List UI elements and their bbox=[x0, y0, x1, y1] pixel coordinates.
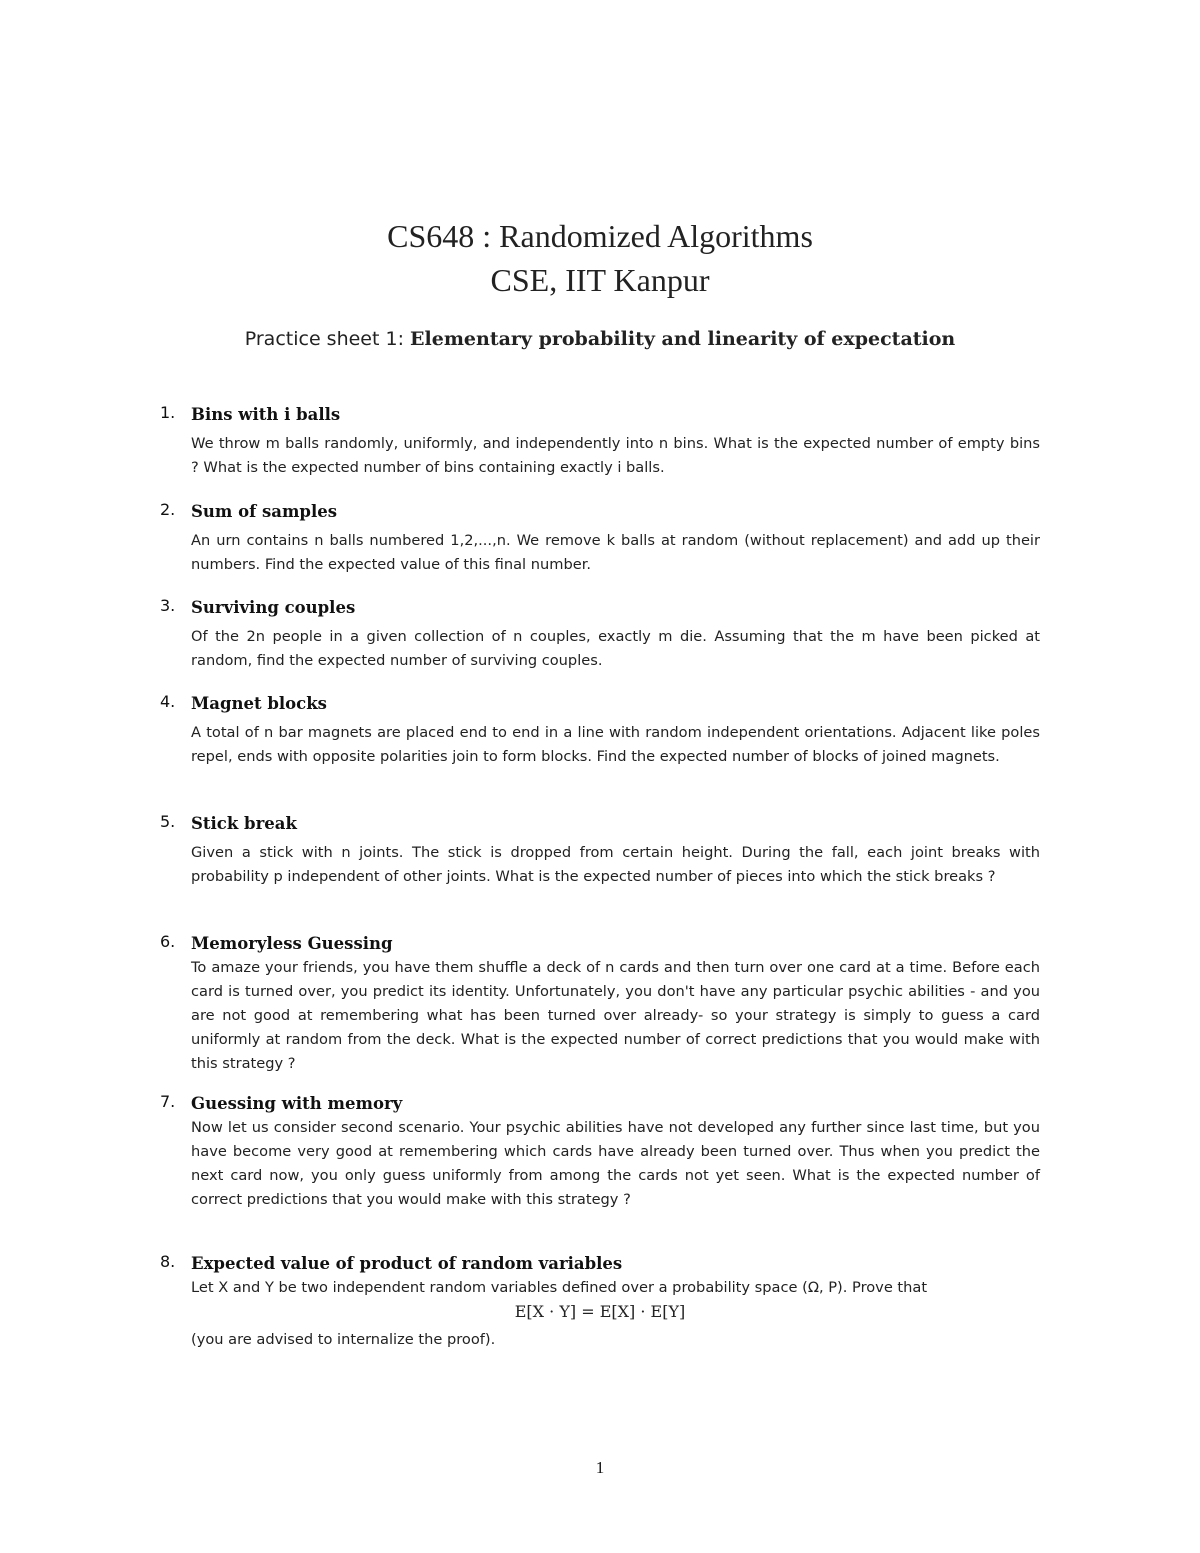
problem-heading: Sum of samples bbox=[191, 502, 337, 521]
problem-heading: Stick break bbox=[191, 814, 297, 833]
problem-number: 4. bbox=[160, 692, 176, 711]
sheet-subtitle bbox=[0, 328, 1200, 350]
problem-number: 8. bbox=[160, 1252, 176, 1271]
sheet-topic: Elementary probability and linearity of expectation bbox=[410, 328, 956, 350]
problem-text: Now let us consider second scenario. Your psychic abilities have not developed any further since last time, but you have become very good at remembering which cards have already been turned over. Thus when you predict the next card now, you only guess uniformly from among the cards not yet seen. What is the expected number of correct predictions that you would make with this strategy ? bbox=[191, 1119, 1040, 1208]
problem-list bbox=[160, 403, 1040, 1352]
page-number: 1 bbox=[595, 1458, 605, 1477]
problem-text: Of the 2n people in a given collection of n couples, exactly m die. Assuming that the m have been picked at random, find the expected number of surviving couples. bbox=[191, 628, 1040, 669]
problem-number: 3. bbox=[160, 596, 176, 615]
problem-number: 2. bbox=[160, 500, 176, 519]
problem-item bbox=[160, 596, 1040, 692]
problem-heading: Magnet blocks bbox=[191, 694, 327, 713]
problem-text: An urn contains n balls numbered 1,2,...,n. We remove k balls at random (without replacement) and add up their numbers. Find the expected value of this final number. bbox=[191, 532, 1040, 573]
problem-item bbox=[160, 692, 1040, 812]
problem-heading: Bins with i balls bbox=[191, 405, 341, 424]
problem-item bbox=[160, 403, 1040, 500]
problem-number: 7. bbox=[160, 1092, 176, 1111]
problem-heading: Guessing with memory bbox=[191, 1094, 403, 1113]
problem-number: 1. bbox=[160, 403, 176, 422]
equation: E[X · Y] = E[X] · E[Y] bbox=[514, 1302, 686, 1321]
institution-title: CSE, IIT Kanpur bbox=[490, 262, 710, 298]
problem-heading: Memoryless Guessing bbox=[191, 934, 393, 953]
problem-item bbox=[160, 1092, 1040, 1252]
course-title: CS648 : Randomized Algorithms bbox=[387, 218, 813, 254]
problem-text: To amaze your friends, you have them shuffle a deck of n cards and then turn over one card at a time. Before each card is turned over, you predict its identity. Unfortunately, you don't have any particular psychic abilities - and you are not good at remembering what has been turned over already- so your strategy is simply to guess a card uniformly at random from the deck. What is the expected number of correct predictions that you would make with this strategy ? bbox=[191, 959, 1040, 1072]
problem-note: (you are advised to internalize the proof). bbox=[191, 1331, 496, 1348]
problem-text: Let X and Y be two independent random variables defined over a probability space (Ω, P). Prove that bbox=[191, 1279, 928, 1296]
problem-item bbox=[160, 1252, 1040, 1352]
problem-number: 6. bbox=[160, 932, 176, 951]
problem-item bbox=[160, 932, 1040, 1092]
sheet-label: Practice sheet 1: bbox=[244, 328, 404, 350]
problem-text: A total of n bar magnets are placed end to end in a line with random independent orientations. Adjacent like poles repel, ends with opposite polarities join to form blocks. Find the expected number of blocks of joined magnets. bbox=[191, 724, 1040, 765]
problem-heading: Surviving couples bbox=[191, 598, 356, 617]
problem-item bbox=[160, 500, 1040, 596]
problem-number: 5. bbox=[160, 812, 176, 831]
problem-text: Given a stick with n joints. The stick is dropped from certain height. During the fall, each joint breaks with probability p independent of other joints. What is the expected number of pieces into which the stick breaks ? bbox=[191, 844, 1040, 885]
problem-heading: Expected value of product of random variables bbox=[191, 1254, 623, 1273]
problem-item bbox=[160, 812, 1040, 932]
problem-text: We throw m balls randomly, uniformly, and independently into n bins. What is the expected number of empty bins ? What is the expected number of bins containing exactly i balls. bbox=[191, 435, 1040, 476]
